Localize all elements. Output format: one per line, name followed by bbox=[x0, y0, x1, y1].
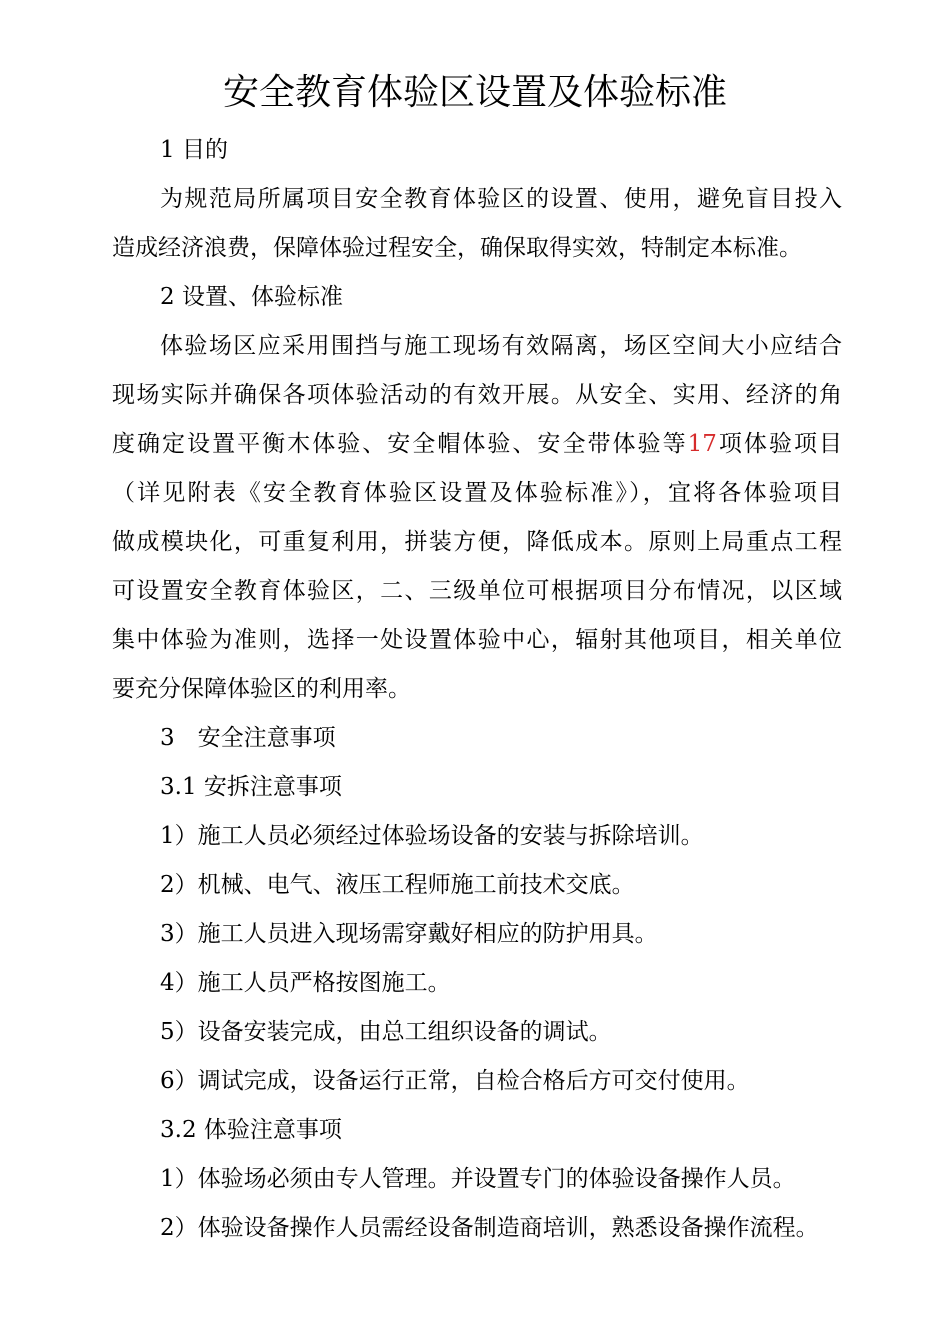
paragraph-text: 项体验项目 bbox=[716, 431, 843, 457]
paragraph-line: 集中体验为准则，选择一处设置体验中心，辐射其他项目，相关单位 bbox=[112, 627, 842, 653]
paragraph-line: 做成模块化，可重复利用，拼装方便，降低成本。原则上局重点工程 bbox=[112, 529, 842, 555]
paragraph-line: 要充分保障体验区的利用率。 bbox=[112, 676, 411, 702]
paragraph-line bbox=[112, 428, 842, 460]
document-title: 安全教育体验区设置及体验标准 bbox=[222, 72, 727, 113]
section-heading-purpose: 1 目的 bbox=[160, 137, 228, 163]
paragraph-line: （详见附表《安全教育体验区设置及体验标准》），宜将各体验项目 bbox=[112, 480, 842, 506]
paragraph-line: 为规范局所属项目安全教育体验区的设置、使用，避免盲目投入 bbox=[160, 186, 842, 212]
paragraph-text: 度确定设置平衡木体验、安全帽体验、安全带体验等 bbox=[112, 431, 688, 457]
list-item: 5）设备安装完成，由总工组织设备的调试。 bbox=[160, 1019, 612, 1045]
list-item: 3）施工人员进入现场需穿戴好相应的防护用具。 bbox=[160, 921, 658, 947]
paragraph-line: 造成经济浪费，保障体验过程安全，确保取得实效，特制定本标准。 bbox=[112, 235, 802, 261]
paragraph-line: 现场实际并确保各项体验活动的有效开展。从安全、实用、经济的角 bbox=[112, 382, 842, 408]
subsection-heading-experience: 3.2 体验注意事项 bbox=[160, 1117, 342, 1143]
highlight-number: 17 bbox=[687, 431, 717, 457]
list-item: 1）体验场必须由专人管理。并设置专门的体验设备操作人员。 bbox=[160, 1166, 796, 1192]
list-item: 1）施工人员必须经过体验场设备的安装与拆除培训。 bbox=[160, 823, 704, 849]
paragraph-line: 可设置安全教育体验区，二、三级单位可根据项目分布情况，以区域 bbox=[112, 578, 842, 604]
list-item: 2）体验设备操作人员需经设备制造商培训，熟悉设备操作流程。 bbox=[160, 1215, 819, 1241]
paragraph-line: 体验场区应采用围挡与施工现场有效隔离，场区空间大小应结合 bbox=[160, 333, 842, 359]
list-item: 2）机械、电气、液压工程师施工前技术交底。 bbox=[160, 872, 635, 898]
section-heading-safety: 3 安全注意事项 bbox=[160, 725, 336, 751]
section-heading-standards: 2 设置、体验标准 bbox=[160, 284, 343, 310]
subsection-heading-install: 3.1 安拆注意事项 bbox=[160, 774, 342, 800]
list-item: 4）施工人员严格按图施工。 bbox=[160, 970, 451, 996]
list-item: 6）调试完成，设备运行正常，自检合格后方可交付使用。 bbox=[160, 1068, 750, 1094]
